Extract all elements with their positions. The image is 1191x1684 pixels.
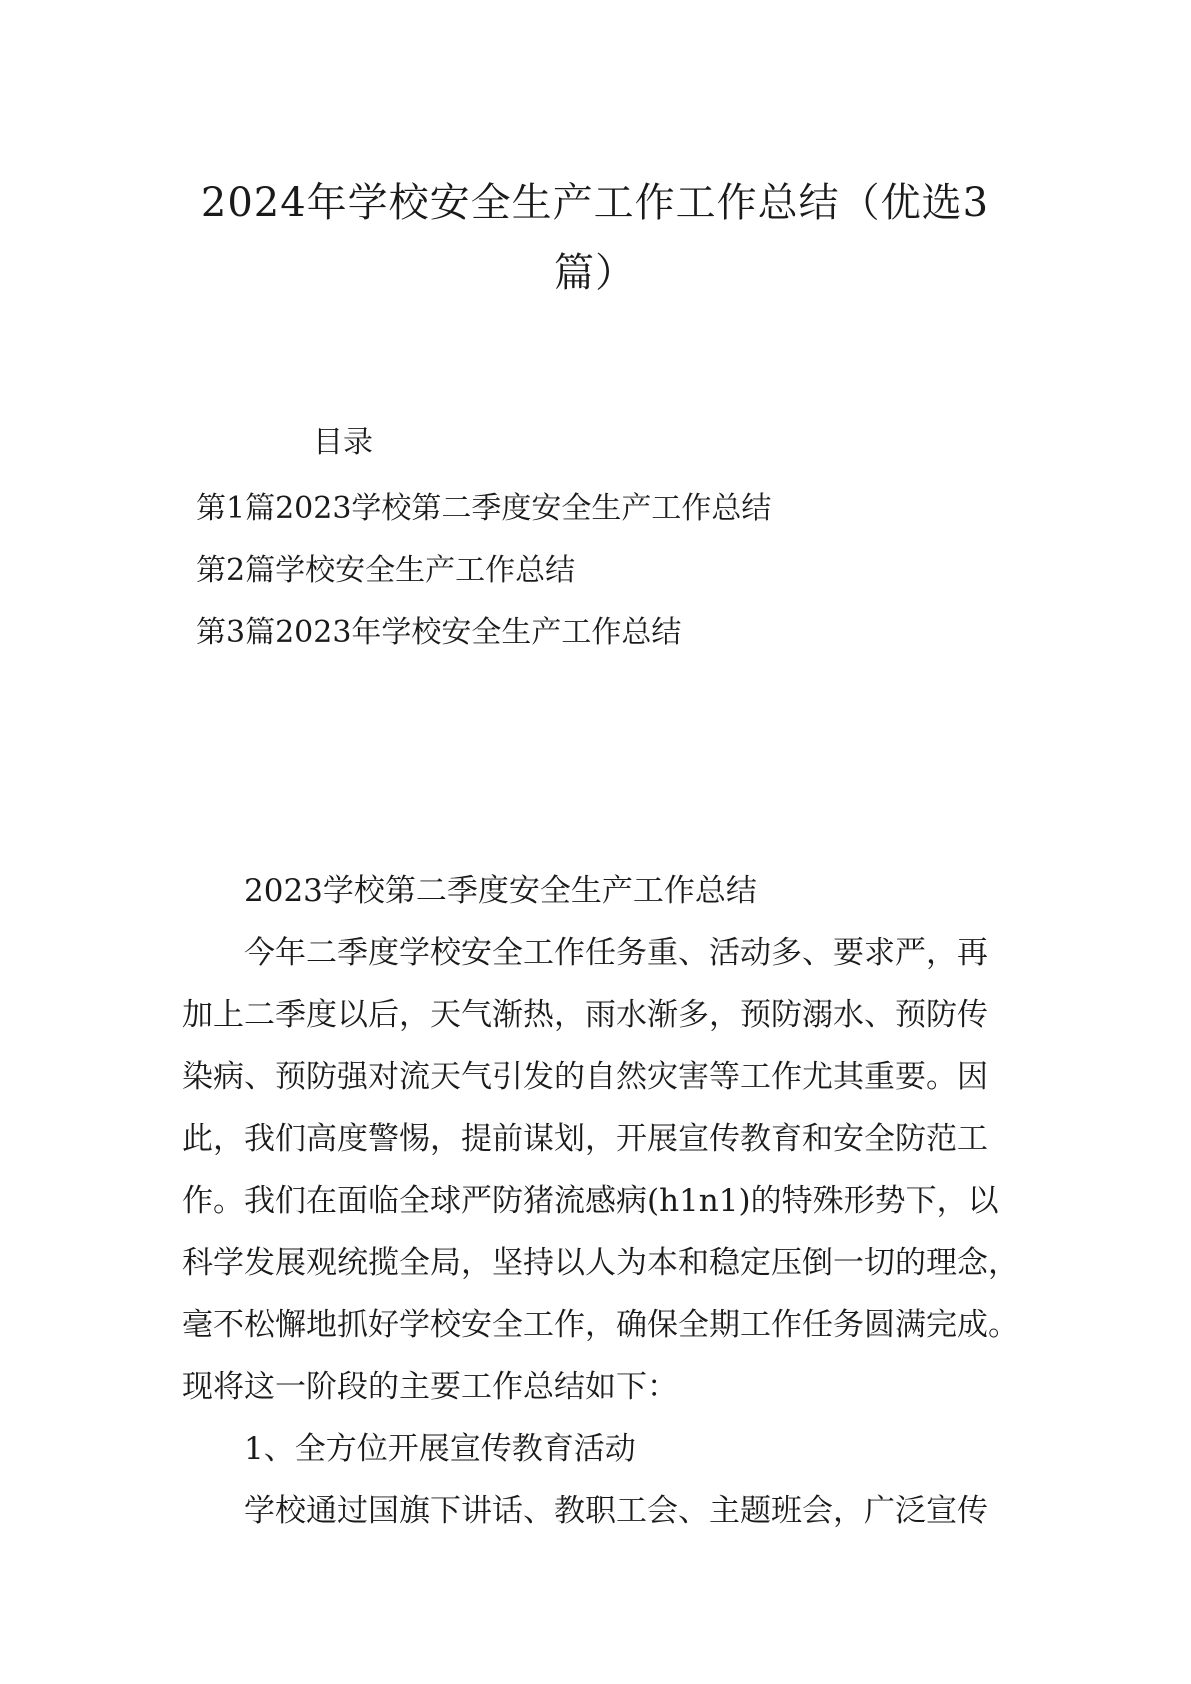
toc-heading: 目录 — [313, 425, 373, 460]
document-title — [170, 168, 1020, 308]
paragraph-line: 科学发展观统揽全局，坚持以人为本和稳定压倒一切的理念， — [182, 1245, 1019, 1281]
title-line-1: 2024年学校安全生产工作工作总结（优选3 — [200, 180, 990, 226]
paragraph-line: 作。我们在面临全球严防猪流感病(h1n1)的特殊形势下，以 — [182, 1183, 999, 1219]
toc-item-3: 第3篇2023年学校安全生产工作总结 — [196, 615, 682, 650]
toc-item-2: 第2篇学校安全生产工作总结 — [196, 553, 576, 588]
paragraph-line: 加上二季度以后，天气渐热，雨水渐多，预防溺水、预防传 — [182, 997, 988, 1033]
paragraph-line: 此，我们高度警惕，提前谋划，开展宣传教育和安全防范工 — [182, 1121, 988, 1157]
section-heading: 2023学校第二季度安全生产工作总结 — [244, 873, 757, 909]
paragraph-line: 学校通过国旗下讲话、教职工会、主题班会，广泛宣传 — [244, 1493, 988, 1529]
section-body — [182, 860, 1019, 1542]
section-subheading: 1、全方位开展宣传教育活动 — [244, 1431, 636, 1467]
toc-item-1: 第1篇2023学校第二季度安全生产工作总结 — [196, 491, 772, 526]
paragraph-line: 毫不松懈地抓好学校安全工作，确保全期工作任务圆满完成。 — [182, 1307, 1019, 1343]
paragraph-line: 今年二季度学校安全工作任务重、活动多、要求严，再 — [244, 935, 988, 971]
paragraph-line: 染病、预防强对流天气引发的自然灾害等工作尤其重要。因 — [182, 1059, 988, 1095]
title-line-2: 篇） — [554, 250, 636, 296]
paragraph-line: 现将这一阶段的主要工作总结如下： — [182, 1369, 678, 1405]
